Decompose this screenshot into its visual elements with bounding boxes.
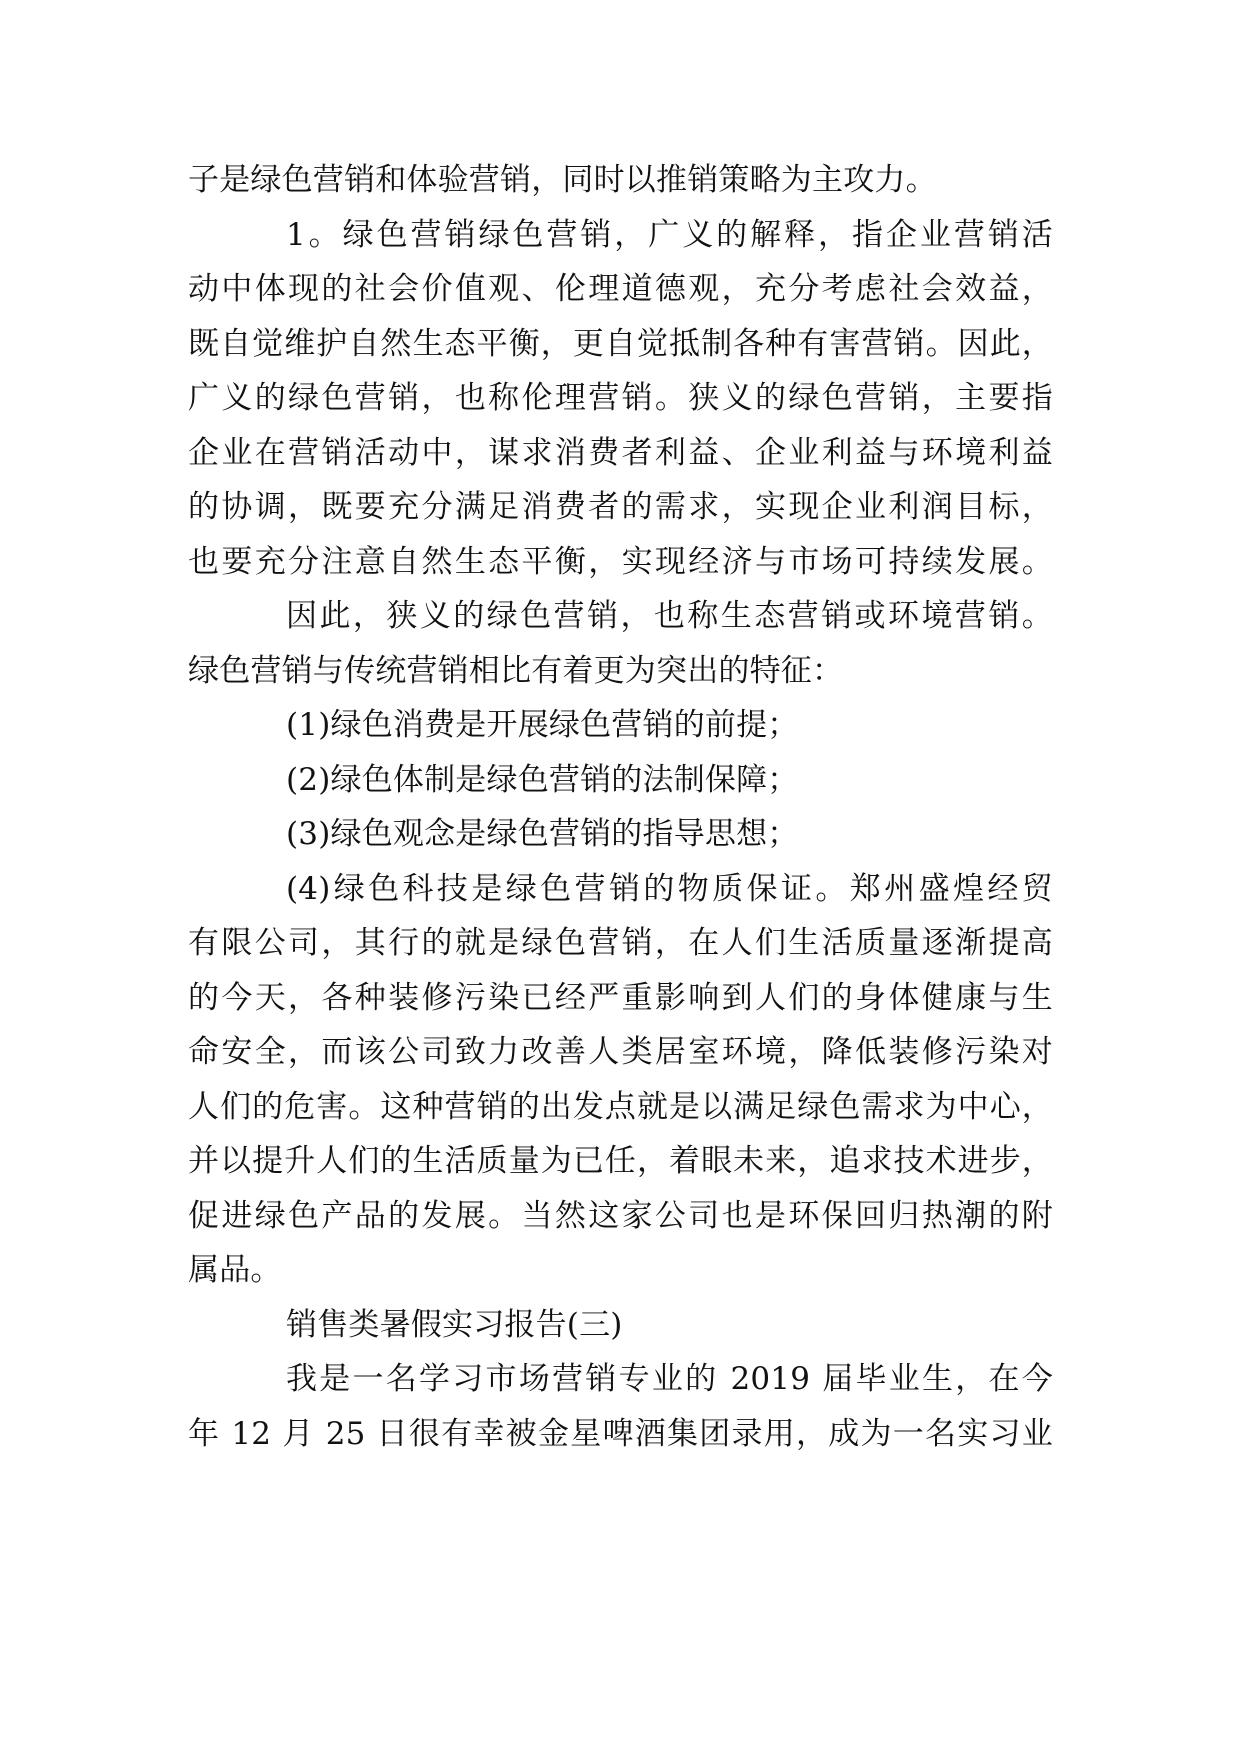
text-line: 动中体现的社会价值观、伦理道德观，充分考虑社会效益， [188,271,1053,307]
text-line: 人们的危害。这种营销的出发点就是以满足绿色需求为中心， [188,1088,1053,1125]
text-line: (4)绿色科技是绿色营销的物质保证。郑州盛煌经贸 [286,870,1053,907]
text-line: 绿色营销与传统营销相比有着更为突出的特征： [188,652,844,689]
text-line: 促进绿色产品的发展。当然这家公司也是环保回归热潮的附 [188,1197,1053,1234]
text-line: 有限公司，其行的就是绿色营销，在人们生活质量逐渐提高 [188,925,1053,961]
text-line: 也要充分注意自然生态平衡，实现经济与市场可持续发展。 [188,543,1053,580]
text-line: 的今天，各种装修污染已经严重影响到人们的身体健康与生 [188,979,1053,1016]
text-line: 命安全，而该公司致力改善人类居室环境，降低装修污染对 [188,1034,1053,1070]
text-line: 广义的绿色营销，也称伦理营销。狭义的绿色营销，主要指 [188,380,1053,416]
text-line: 子是绿色营销和体验营销，同时以推销策略为主攻力。 [188,162,937,198]
text-line: 既自觉维护自然生态平衡，更自觉抵制各种有害营销。因此， [188,325,1053,362]
text-line: 企业在营销活动中，谋求消费者利益、企业利益与环境利益 [188,434,1053,471]
text-line: (3)绿色观念是绿色营销的指导思想； [286,816,799,852]
text-line: 并以提升人们的生活质量为已任，着眼未来，追求技术进步， [188,1143,1053,1179]
text-line: 的协调，既要充分满足消费者的需求，实现企业利润目标， [188,489,1053,525]
text-line: 1。绿色营销绿色营销，广义的解释，指企业营销活 [286,216,1053,253]
text-line: (1)绿色消费是开展绿色营销的前提； [286,707,799,743]
text-line: 我是一名学习市场营销专业的 2019 届毕业生，在今 [286,1361,1053,1397]
text-line: 年 12 月 25 日很有幸被金星啤酒集团录用，成为一名实习业 [188,1415,1053,1452]
text-line: 因此，狭义的绿色营销，也称生态营销或环境营销。 [286,598,1053,634]
text-line: 销售类暑假实习报告(三) [286,1306,623,1343]
text-line: (2)绿色体制是绿色营销的法制保障； [286,761,799,798]
document-body [188,153,1053,1461]
text-line: 属品。 [188,1252,282,1288]
